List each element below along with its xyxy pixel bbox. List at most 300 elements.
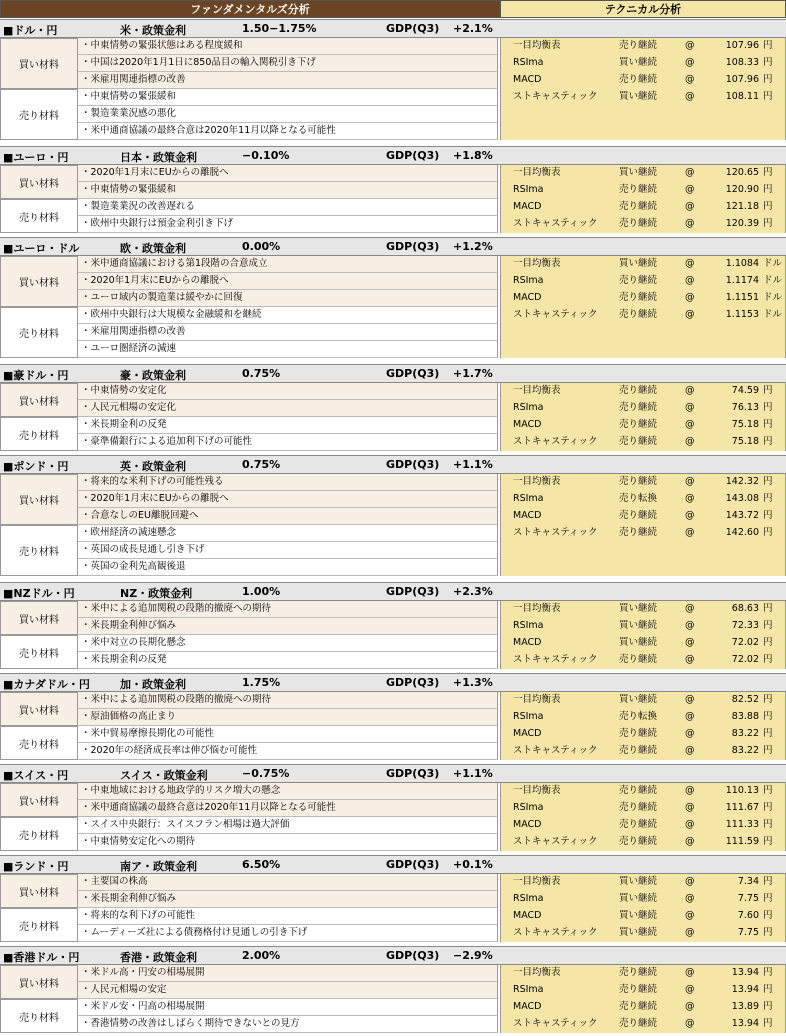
- indicator-signal: 売り継続: [619, 510, 658, 521]
- sell-factor-item: ・中東情勢の緊張緩和: [78, 89, 498, 106]
- buy-factor-item: ・中東情勢の緊張緩和: [78, 182, 498, 199]
- policy-rate-value: 0.75%: [242, 367, 281, 380]
- indicator-name: 一目均衡表: [513, 785, 561, 796]
- indicator-name: 一目均衡表: [513, 967, 561, 978]
- sell-factor-item: ・欧州経済の減速懸念: [78, 525, 498, 542]
- indicator-row: [501, 800, 786, 817]
- gdp-label: GDP(Q3): [386, 585, 440, 598]
- sell-factor-item: ・将来的な利下げの可能性: [78, 908, 498, 925]
- price-unit: 円: [763, 876, 773, 887]
- indicator-price: 7.75: [737, 893, 759, 904]
- policy-rate-label: 加・政策金利: [120, 678, 186, 691]
- indicator-name: ストキャスティック: [513, 309, 598, 320]
- indicator-price: 13.89: [731, 1001, 759, 1012]
- indicator-row: [501, 55, 786, 72]
- currency-section: [0, 146, 786, 233]
- indicator-price: 143.72: [725, 510, 759, 521]
- gdp-value: +1.7%: [453, 367, 493, 380]
- technical-panel: [500, 165, 786, 233]
- indicator-signal: 売り転換: [619, 493, 658, 504]
- indicator-row: [501, 89, 786, 106]
- indicator-row: [501, 165, 786, 182]
- at-symbol: @: [685, 620, 695, 631]
- sell-factor-item: ・豪準備銀行による追加利下げの可能性: [78, 434, 498, 451]
- price-unit: 円: [763, 201, 773, 212]
- price-unit: 円: [763, 984, 773, 995]
- gdp-value: +1.1%: [453, 767, 493, 780]
- indicator-row: [501, 726, 786, 743]
- section-title-bar: [0, 673, 786, 692]
- currency-pair-label: ■NZドル・円: [3, 587, 75, 600]
- indicator-signal: 売り継続: [619, 184, 658, 195]
- policy-rate-label: NZ・政策金利: [120, 587, 193, 600]
- currency-pair-label: ■ユーロ・円: [3, 151, 69, 164]
- indicator-price: 72.02: [731, 637, 759, 648]
- indicator-row: [501, 273, 786, 290]
- buy-factors-label: 買い材料: [0, 256, 78, 307]
- currency-section: [0, 364, 786, 451]
- buy-factor-item: ・2020年1月末にEUからの離脱へ: [78, 165, 498, 182]
- indicator-name: RSIma: [513, 802, 544, 813]
- indicator-name: RSIma: [513, 184, 544, 195]
- indicator-name: ストキャスティック: [513, 654, 598, 665]
- indicator-row: [501, 307, 786, 324]
- indicator-price: 143.08: [725, 493, 759, 504]
- currency-section: [0, 855, 786, 942]
- price-unit: ドル: [763, 258, 783, 269]
- buy-factor-item: ・中東地域における地政学的リスク増大の懸念: [78, 783, 498, 800]
- indicator-signal: 買い継続: [619, 927, 658, 938]
- at-symbol: @: [685, 510, 695, 521]
- price-unit: ドル: [763, 309, 783, 320]
- at-symbol: @: [685, 167, 695, 178]
- at-symbol: @: [685, 1018, 695, 1029]
- indicator-signal: 買い継続: [619, 876, 658, 887]
- sell-factor-item: ・米雇用関連指標の改善: [78, 324, 498, 341]
- indicator-price: 13.94: [731, 984, 759, 995]
- indicator-row: [501, 1016, 786, 1033]
- buy-factor-item: ・米長期金利伸び悩み: [78, 618, 498, 635]
- indicator-name: MACD: [513, 510, 542, 521]
- buy-factor-item: ・米中による追加関税の段階的撤廃への期待: [78, 601, 498, 618]
- gdp-label: GDP(Q3): [386, 240, 440, 253]
- sell-factors-label: 売り材料: [0, 726, 78, 760]
- gdp-label: GDP(Q3): [386, 858, 440, 871]
- at-symbol: @: [685, 603, 695, 614]
- indicator-signal: 売り継続: [619, 527, 658, 538]
- indicator-signal: 売り継続: [619, 819, 658, 830]
- at-symbol: @: [685, 819, 695, 830]
- sell-factors-label: 売り材料: [0, 307, 78, 358]
- indicator-row: [501, 783, 786, 800]
- indicator-row: [501, 635, 786, 652]
- price-unit: 円: [763, 74, 773, 85]
- indicator-name: RSIma: [513, 711, 544, 722]
- policy-rate-value: 2.00%: [242, 949, 281, 962]
- buy-factor-item: ・米ドル高・円安の相場展開: [78, 965, 498, 982]
- buy-factor-item: ・合意なしのEU離脱回避へ: [78, 508, 498, 525]
- indicator-row: [501, 601, 786, 618]
- technical-panel: [500, 783, 786, 851]
- currency-section: [0, 237, 786, 358]
- indicator-price: 1.1153: [725, 309, 759, 320]
- indicator-price: 83.88: [731, 711, 759, 722]
- indicator-signal: 売り継続: [619, 292, 658, 303]
- indicator-row: [501, 982, 786, 999]
- section-title-bar: [0, 455, 786, 474]
- price-unit: 円: [763, 57, 773, 68]
- indicator-row: [501, 383, 786, 400]
- gdp-label: GDP(Q3): [386, 767, 440, 780]
- currency-pair-label: ■スイス・円: [3, 769, 69, 782]
- currency-pair-label: ■ランド・円: [3, 860, 69, 873]
- price-unit: 円: [763, 436, 773, 447]
- at-symbol: @: [685, 184, 695, 195]
- indicator-signal: 売り継続: [619, 728, 658, 739]
- indicator-price: 108.11: [725, 91, 759, 102]
- indicator-name: ストキャスティック: [513, 1018, 598, 1029]
- indicator-signal: 売り継続: [619, 984, 658, 995]
- buy-factor-item: ・米中通商協議の最終合意は2020年11月以降となる可能性: [78, 800, 498, 817]
- indicator-signal: 売り継続: [619, 201, 658, 212]
- indicator-price: 120.90: [725, 184, 759, 195]
- buy-factor-item: ・2020年1月末にEUからの離脱へ: [78, 491, 498, 508]
- indicator-row: [501, 925, 786, 942]
- indicator-price: 13.94: [731, 1018, 759, 1029]
- indicator-price: 7.75: [737, 927, 759, 938]
- policy-rate-label: 日本・政策金利: [120, 151, 197, 164]
- price-unit: ドル: [763, 275, 783, 286]
- indicator-price: 7.34: [737, 876, 759, 887]
- indicator-name: MACD: [513, 1001, 542, 1012]
- indicator-signal: 売り継続: [619, 419, 658, 430]
- at-symbol: @: [685, 745, 695, 756]
- at-symbol: @: [685, 292, 695, 303]
- technical-panel: [500, 874, 786, 942]
- price-unit: 円: [763, 654, 773, 665]
- indicator-signal: 売り継続: [619, 1018, 658, 1029]
- indicator-name: RSIma: [513, 275, 544, 286]
- indicator-signal: 売り継続: [619, 1001, 658, 1012]
- indicator-row: [501, 474, 786, 491]
- price-unit: 円: [763, 728, 773, 739]
- sell-factor-item: ・香港情勢の改善はしばらく期待できないとの見方: [78, 1016, 498, 1033]
- buy-factor-item: ・ユーロ域内の製造業は緩やかに回復: [78, 290, 498, 307]
- gdp-label: GDP(Q3): [386, 22, 440, 35]
- indicator-price: 13.94: [731, 967, 759, 978]
- sell-factors-label: 売り材料: [0, 635, 78, 669]
- indicator-row: [501, 182, 786, 199]
- at-symbol: @: [685, 436, 695, 447]
- price-unit: 円: [763, 711, 773, 722]
- at-symbol: @: [685, 476, 695, 487]
- section-title-bar: [0, 582, 786, 601]
- currency-section: [0, 946, 786, 1033]
- indicator-price: 75.18: [731, 419, 759, 430]
- sell-factor-item: ・ムーディーズ社による債務格付け見通しの引き下げ: [78, 925, 498, 942]
- price-unit: 円: [763, 802, 773, 813]
- gdp-value: +1.1%: [453, 458, 493, 471]
- technical-panel: [500, 383, 786, 451]
- section-title-bar: [0, 146, 786, 165]
- currency-pair-label: ■豪ドル・円: [3, 369, 69, 382]
- price-unit: 円: [763, 184, 773, 195]
- buy-factors-label: 買い材料: [0, 165, 78, 199]
- at-symbol: @: [685, 201, 695, 212]
- indicator-name: 一目均衡表: [513, 694, 561, 705]
- at-symbol: @: [685, 876, 695, 887]
- indicator-price: 110.13: [725, 785, 759, 796]
- currency-section: [0, 582, 786, 669]
- indicator-signal: 買い継続: [619, 603, 658, 614]
- indicator-name: ストキャスティック: [513, 436, 598, 447]
- at-symbol: @: [685, 785, 695, 796]
- gdp-value: +2.3%: [453, 585, 493, 598]
- indicator-name: MACD: [513, 637, 542, 648]
- indicator-signal: 売り継続: [619, 385, 658, 396]
- price-unit: 円: [763, 40, 773, 51]
- indicator-price: 72.02: [731, 654, 759, 665]
- indicator-row: [501, 692, 786, 709]
- gdp-value: +2.1%: [453, 22, 493, 35]
- indicator-name: 一目均衡表: [513, 167, 561, 178]
- indicator-price: 72.33: [731, 620, 759, 631]
- indicator-name: 一目均衡表: [513, 876, 561, 887]
- indicator-row: [501, 38, 786, 55]
- policy-rate-label: 南ア・政策金利: [120, 860, 197, 873]
- section-title-bar: [0, 364, 786, 383]
- indicator-signal: 売り継続: [619, 74, 658, 85]
- gdp-value: −2.9%: [453, 949, 493, 962]
- indicator-price: 120.39: [725, 218, 759, 229]
- price-unit: 円: [763, 927, 773, 938]
- buy-factor-item: ・中国は2020年1月1日に850品目の輸入関税引き下げ: [78, 55, 498, 72]
- buy-factor-item: ・原油価格の高止まり: [78, 709, 498, 726]
- indicator-signal: 売り継続: [619, 275, 658, 286]
- buy-factors-label: 買い材料: [0, 965, 78, 999]
- policy-rate-value: −0.75%: [242, 767, 290, 780]
- technical-panel: [500, 965, 786, 1033]
- indicator-signal: 買い継続: [619, 91, 658, 102]
- gdp-value: +1.2%: [453, 240, 493, 253]
- price-unit: 円: [763, 967, 773, 978]
- indicator-row: [501, 256, 786, 273]
- at-symbol: @: [685, 927, 695, 938]
- sell-factors-label: 売り材料: [0, 817, 78, 851]
- price-unit: 円: [763, 218, 773, 229]
- indicator-row: [501, 525, 786, 542]
- price-unit: 円: [763, 745, 773, 756]
- indicator-name: MACD: [513, 292, 542, 303]
- at-symbol: @: [685, 275, 695, 286]
- buy-factors-label: 買い材料: [0, 38, 78, 89]
- price-unit: 円: [763, 91, 773, 102]
- indicator-name: MACD: [513, 819, 542, 830]
- policy-rate-label: 香港・政策金利: [120, 951, 197, 964]
- gdp-value: +1.8%: [453, 149, 493, 162]
- section-title-bar: [0, 237, 786, 256]
- sell-factors-label: 売り材料: [0, 999, 78, 1033]
- policy-rate-value: −0.10%: [242, 149, 290, 162]
- policy-rate-value: 6.50%: [242, 858, 281, 871]
- policy-rate-label: 豪・政策金利: [120, 369, 186, 382]
- indicator-price: 83.22: [731, 745, 759, 756]
- price-unit: 円: [763, 527, 773, 538]
- price-unit: 円: [763, 167, 773, 178]
- sell-factor-item: ・ユーロ圏経済の減速: [78, 341, 498, 358]
- gdp-label: GDP(Q3): [386, 149, 440, 162]
- at-symbol: @: [685, 527, 695, 538]
- price-unit: 円: [763, 1001, 773, 1012]
- indicator-row: [501, 491, 786, 508]
- indicator-name: 一目均衡表: [513, 385, 561, 396]
- sell-factor-item: ・米長期金利の反発: [78, 652, 498, 669]
- sell-factor-item: ・米長期金利の反発: [78, 417, 498, 434]
- policy-rate-value: 1.75%: [242, 676, 281, 689]
- indicator-signal: 買い継続: [619, 167, 658, 178]
- at-symbol: @: [685, 910, 695, 921]
- buy-factor-item: ・2020年1月末にEUからの離脱へ: [78, 273, 498, 290]
- price-unit: 円: [763, 620, 773, 631]
- at-symbol: @: [685, 40, 695, 51]
- policy-rate-value: 0.00%: [242, 240, 281, 253]
- gdp-value: +0.1%: [453, 858, 493, 871]
- indicator-name: RSIma: [513, 493, 544, 504]
- indicator-price: 108.33: [725, 57, 759, 68]
- indicator-name: ストキャスティック: [513, 527, 598, 538]
- at-symbol: @: [685, 57, 695, 68]
- at-symbol: @: [685, 402, 695, 413]
- indicator-name: ストキャスティック: [513, 218, 598, 229]
- section-title-bar: [0, 946, 786, 965]
- indicator-price: 107.96: [725, 74, 759, 85]
- indicator-signal: 買い継続: [619, 620, 658, 631]
- price-unit: ドル: [763, 292, 783, 303]
- indicator-row: [501, 400, 786, 417]
- section-title-bar: [0, 764, 786, 783]
- indicator-signal: 売り継続: [619, 40, 658, 51]
- indicator-signal: 売り継続: [619, 836, 658, 847]
- indicator-signal: 買い継続: [619, 910, 658, 921]
- buy-factors-label: 買い材料: [0, 383, 78, 417]
- at-symbol: @: [685, 258, 695, 269]
- at-symbol: @: [685, 802, 695, 813]
- policy-rate-value: 1.50−1.75%: [242, 22, 317, 35]
- price-unit: 円: [763, 836, 773, 847]
- policy-rate-value: 1.00%: [242, 585, 281, 598]
- gdp-label: GDP(Q3): [386, 676, 440, 689]
- price-unit: 円: [763, 694, 773, 705]
- price-unit: 円: [763, 819, 773, 830]
- indicator-price: 82.52: [731, 694, 759, 705]
- indicator-row: [501, 891, 786, 908]
- indicator-price: 1.1174: [725, 275, 759, 286]
- indicator-name: 一目均衡表: [513, 40, 561, 51]
- technical-panel: [500, 256, 786, 358]
- at-symbol: @: [685, 385, 695, 396]
- indicator-row: [501, 290, 786, 307]
- indicator-name: MACD: [513, 910, 542, 921]
- price-unit: 円: [763, 637, 773, 648]
- gdp-label: GDP(Q3): [386, 949, 440, 962]
- sell-factor-item: ・製造業業況の改善遅れる: [78, 199, 498, 216]
- indicator-signal: 売り継続: [619, 802, 658, 813]
- price-unit: 円: [763, 493, 773, 504]
- buy-factors-label: 買い材料: [0, 692, 78, 726]
- indicator-signal: 売り継続: [619, 967, 658, 978]
- at-symbol: @: [685, 493, 695, 504]
- indicator-signal: 売り継続: [619, 402, 658, 413]
- indicator-row: [501, 618, 786, 635]
- at-symbol: @: [685, 309, 695, 320]
- sell-factors-label: 売り材料: [0, 525, 78, 576]
- sell-factors-label: 売り材料: [0, 417, 78, 451]
- indicator-price: 111.59: [725, 836, 759, 847]
- at-symbol: @: [685, 893, 695, 904]
- price-unit: 円: [763, 785, 773, 796]
- indicator-signal: 売り継続: [619, 218, 658, 229]
- at-symbol: @: [685, 694, 695, 705]
- at-symbol: @: [685, 74, 695, 85]
- price-unit: 円: [763, 1018, 773, 1029]
- indicator-price: 1.1151: [725, 292, 759, 303]
- price-unit: 円: [763, 402, 773, 413]
- sell-factor-item: ・米中貿易摩擦長期化の可能性: [78, 726, 498, 743]
- indicator-price: 142.32: [725, 476, 759, 487]
- policy-rate-label: 欧・政策金利: [120, 242, 186, 255]
- sell-factors-label: 売り材料: [0, 89, 78, 140]
- price-unit: 円: [763, 419, 773, 430]
- technical-panel: [500, 601, 786, 669]
- indicator-name: RSIma: [513, 402, 544, 413]
- indicator-name: ストキャスティック: [513, 927, 598, 938]
- indicator-signal: 売り継続: [619, 309, 658, 320]
- indicator-row: [501, 417, 786, 434]
- buy-factor-item: ・米雇用関連指標の改善: [78, 72, 498, 89]
- indicator-name: RSIma: [513, 893, 544, 904]
- sell-factor-item: ・2020年の経済成長率は伸び悩む可能性: [78, 743, 498, 760]
- buy-factors-label: 買い材料: [0, 783, 78, 817]
- buy-factor-item: ・米長期金利伸び悩み: [78, 891, 498, 908]
- sell-factor-item: ・欧州中央銀行は大規模な金融緩和を継続: [78, 307, 498, 324]
- indicator-name: MACD: [513, 728, 542, 739]
- price-unit: 円: [763, 385, 773, 396]
- indicator-row: [501, 874, 786, 891]
- at-symbol: @: [685, 728, 695, 739]
- at-symbol: @: [685, 637, 695, 648]
- indicator-name: MACD: [513, 201, 542, 212]
- price-unit: 円: [763, 603, 773, 614]
- at-symbol: @: [685, 91, 695, 102]
- indicator-signal: 買い継続: [619, 258, 658, 269]
- policy-rate-label: スイス・政策金利: [120, 769, 208, 782]
- sell-factors-label: 売り材料: [0, 199, 78, 233]
- indicator-row: [501, 199, 786, 216]
- currency-pair-label: ■香港ドル・円: [3, 951, 80, 964]
- indicator-signal: 売り継続: [619, 654, 658, 665]
- buy-factor-item: ・米中通商協議における第1段階の合意成立: [78, 256, 498, 273]
- indicator-row: [501, 434, 786, 451]
- indicator-name: ストキャスティック: [513, 836, 598, 847]
- indicator-name: MACD: [513, 74, 542, 85]
- indicator-price: 120.65: [725, 167, 759, 178]
- currency-pair-label: ■ポンド・円: [3, 460, 69, 473]
- indicator-row: [501, 709, 786, 726]
- indicator-row: [501, 908, 786, 925]
- indicator-price: 107.96: [725, 40, 759, 51]
- buy-factors-label: 買い材料: [0, 474, 78, 525]
- indicator-row: [501, 817, 786, 834]
